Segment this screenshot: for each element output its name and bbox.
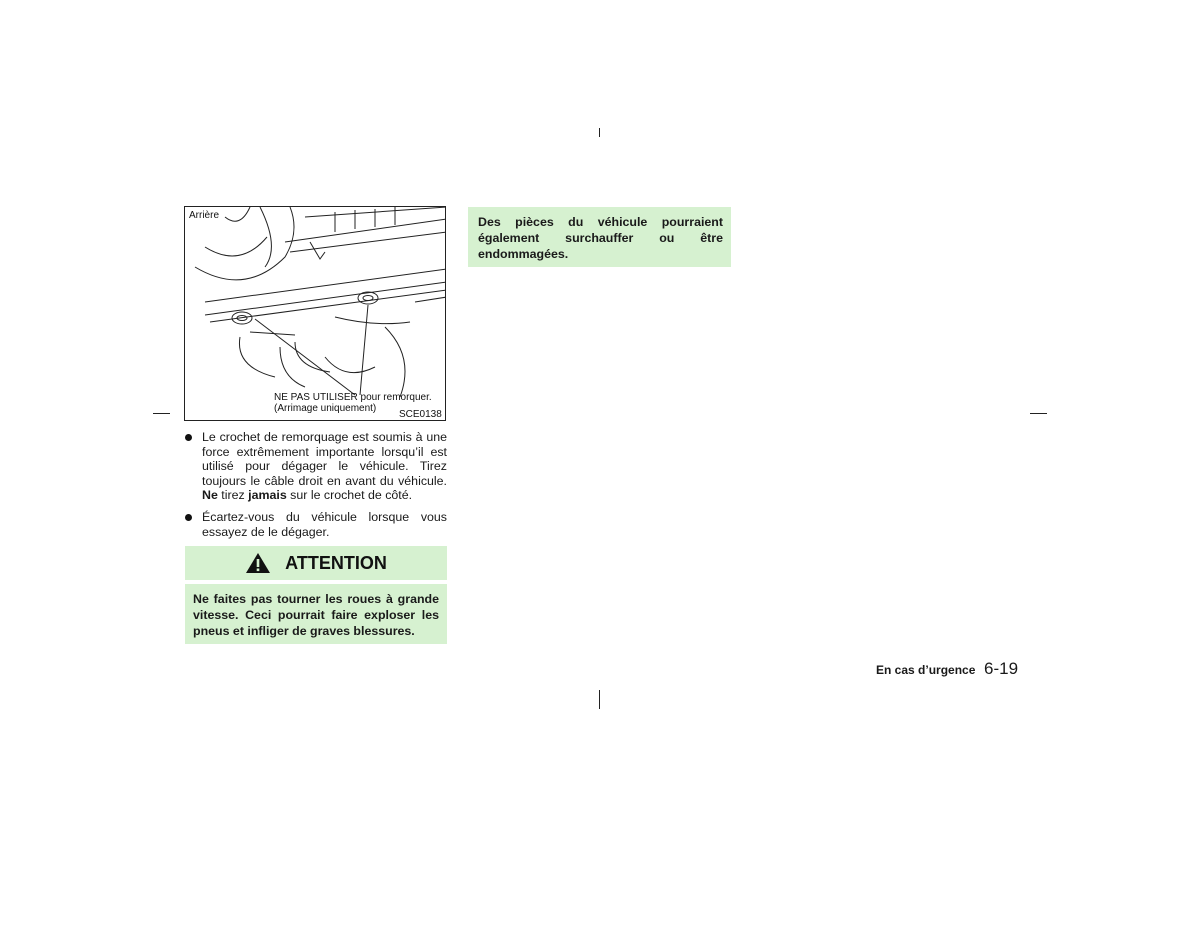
tow-hook-illustration — [184, 206, 446, 421]
bullet-1-bold-jamais: jamais — [248, 488, 287, 503]
page-number: 6-19 — [984, 659, 1019, 678]
bullet-dot-icon — [185, 434, 192, 441]
list-item — [185, 430, 447, 503]
attention-header — [185, 546, 447, 580]
right-fold-mark — [1030, 413, 1047, 414]
bottom-center-mark — [599, 690, 600, 709]
bullet-list — [185, 430, 447, 546]
warning-triangle-icon — [245, 552, 271, 574]
bullet-1-text-a: Le crochet de remorquage est soumis à une force extrêmement importante lorsqu’il est utilisé pour dégager le véhicule. Tirez toujours le câble droit en avant du véhicule. — [202, 430, 447, 488]
bullet-2-text: Écartez-vous du véhicule lorsque vous essayez de le dégager. — [202, 509, 447, 539]
figure-callout-line-2: (Arrimage uniquement) — [274, 403, 377, 414]
bullet-1-text-c: sur le crochet de côté. — [286, 488, 413, 503]
bullet-1-text-b: tirez — [217, 488, 249, 503]
page-footer — [876, 657, 1019, 681]
top-center-mark — [599, 128, 600, 137]
vehicle-underside-drawing — [185, 207, 446, 421]
attention-title: ATTENTION — [285, 552, 387, 573]
caution-note-box: Des pièces du véhicule pourraient également surchauffer ou être endommagées. — [468, 207, 731, 267]
left-fold-mark — [153, 413, 170, 414]
figure-code: SCE0138 — [399, 409, 442, 420]
figure-callout-line-1: NE PAS UTILISER pour remorquer. — [274, 392, 432, 403]
figure-corner-label: Arrière — [189, 210, 220, 221]
bullet-dot-icon — [185, 514, 192, 521]
attention-body: Ne faites pas tourner les roues à grande vitesse. Ceci pourrait faire exploser les pneus et infliger de graves blessures. — [185, 584, 447, 644]
bullet-1-bold-ne: Ne — [202, 488, 218, 503]
list-item — [185, 510, 447, 539]
footer-section-title: En cas d’urgence — [876, 663, 976, 677]
